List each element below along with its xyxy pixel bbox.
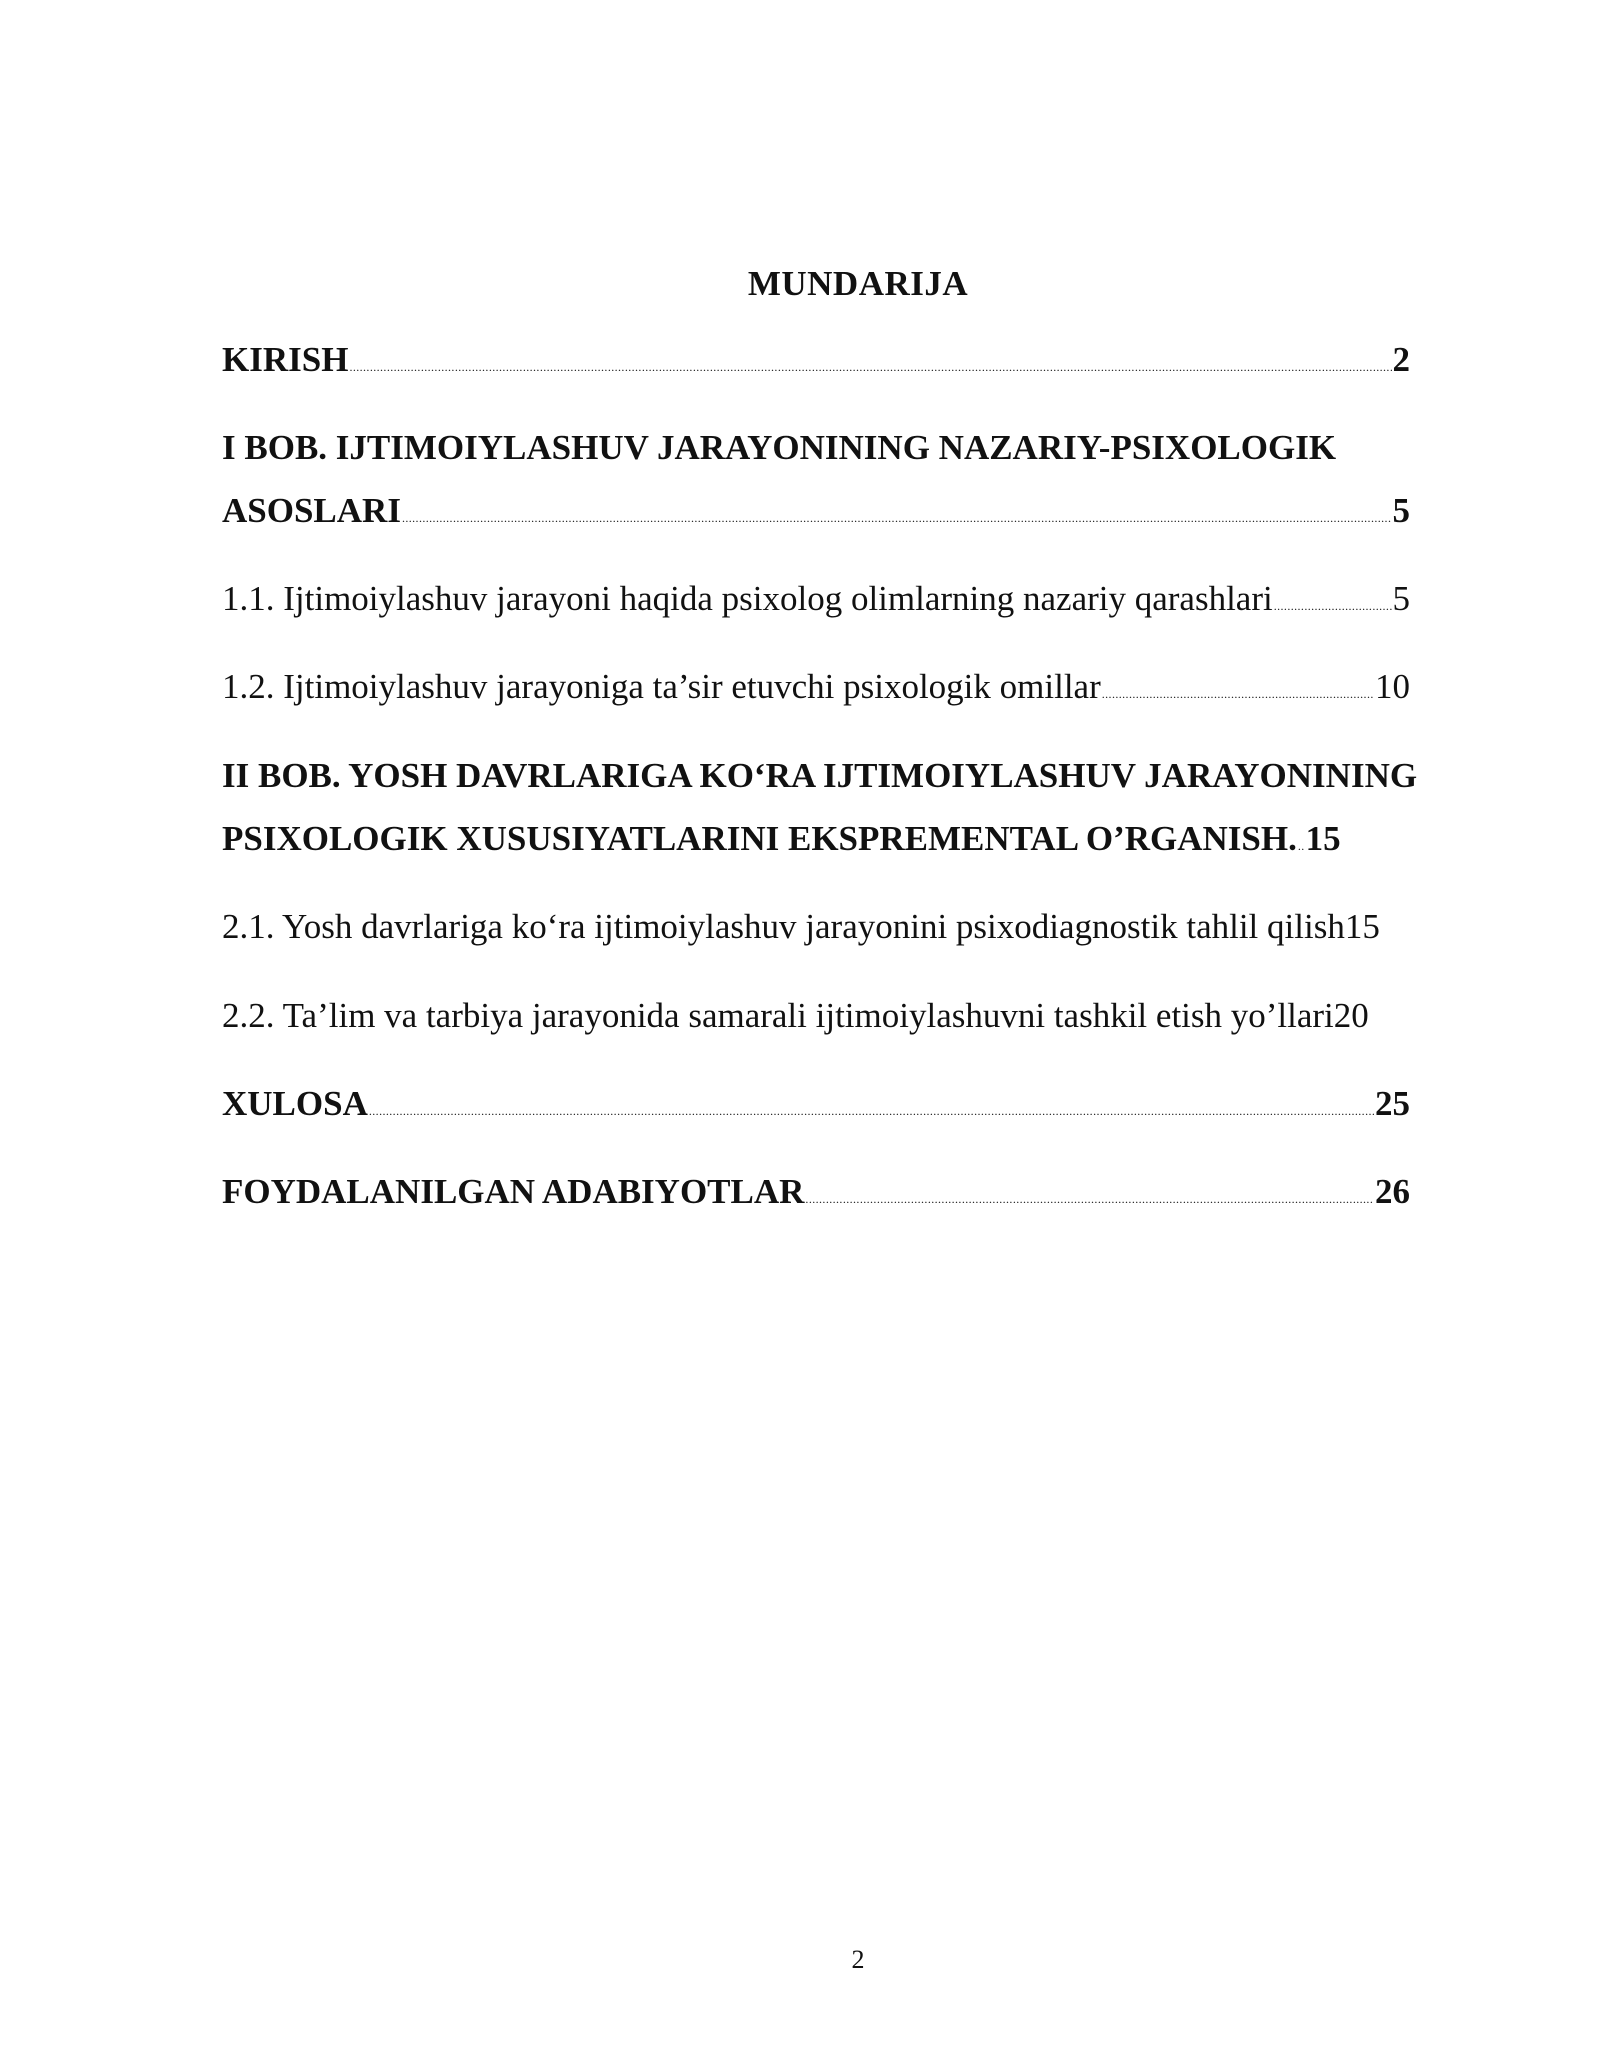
toc-entry-1-1[interactable] — [222, 577, 1410, 621]
toc-entry-kirish[interactable] — [222, 338, 1410, 382]
toc-entry-bob1[interactable] — [222, 489, 1410, 533]
toc-entry-bob2-line1[interactable]: II BOB. YOSH DAVRLARIGA KO‘RA IJTIMOIYLASHUV JARAYONINING — [222, 756, 1418, 795]
toc-entry-label: 2.1. Yosh davrlariga ko‘ra ijtimoiylashuv jarayonini psixodiagnostik tahlil qilish — [222, 907, 1345, 946]
toc-entry-page: 15 — [1344, 907, 1380, 946]
toc-entry-label: 1.2. Ijtimoiylashuv jarayoniga ta’sir etuvchi psixologik omillar — [222, 667, 1101, 706]
toc-title: MUNDARIJA — [747, 264, 969, 303]
toc-entry-label: PSIXOLOGIK XUSUSIYATLARINI EKSPREMENTAL O’RGANISH. — [222, 819, 1297, 858]
toc-entry-page: 10 — [1375, 667, 1410, 706]
dot-leader — [1274, 600, 1392, 612]
toc-entry-2-1[interactable] — [222, 905, 1380, 949]
toc-entry-page: 25 — [1375, 1084, 1410, 1123]
toc-entry-page: 5 — [1392, 491, 1410, 530]
dot-leader — [1102, 688, 1374, 700]
dot-leader — [369, 1105, 1374, 1117]
toc-entry-label: 1.1. Ijtimoiylashuv jarayoni haqida psixolog olimlarning nazariy qarashlari — [222, 579, 1273, 618]
dot-leader — [349, 361, 1391, 373]
toc-entry-page: 5 — [1392, 579, 1410, 618]
toc-entry-xulosa[interactable] — [222, 1082, 1410, 1126]
toc-entry-bob2[interactable] — [222, 817, 1341, 861]
toc-entry-bob1-line1[interactable]: I BOB. IJTIMOIYLASHUV JARAYONINING NAZARIY-PSIXOLOGIK — [222, 428, 1337, 467]
toc-entry-label: FOYDALANILGAN ADABIYOTLAR — [222, 1172, 805, 1211]
toc-entry-page: 26 — [1375, 1172, 1410, 1211]
toc-entry-label: 2.2. Ta’lim va tarbiya jarayonida samarali ijtimoiylashuvni tashkil etish yo’llari — [222, 996, 1334, 1035]
dot-leader — [1298, 840, 1305, 852]
toc-entry-1-2[interactable] — [222, 665, 1410, 709]
toc-entry-adabiyotlar[interactable] — [222, 1170, 1410, 1214]
dot-leader — [805, 1193, 1374, 1205]
dot-leader — [402, 512, 1392, 524]
toc-entry-page: 20 — [1333, 996, 1369, 1035]
toc-entry-2-2[interactable] — [222, 994, 1369, 1038]
toc-entry-label: XULOSA — [222, 1084, 368, 1123]
toc-entry-label: KIRISH — [222, 340, 349, 379]
page-number: 2 — [851, 1945, 865, 1974]
toc-entry-label: ASOSLARI — [222, 491, 401, 530]
toc-entry-page: 15 — [1305, 819, 1341, 858]
toc-entry-page: 2 — [1392, 340, 1410, 379]
